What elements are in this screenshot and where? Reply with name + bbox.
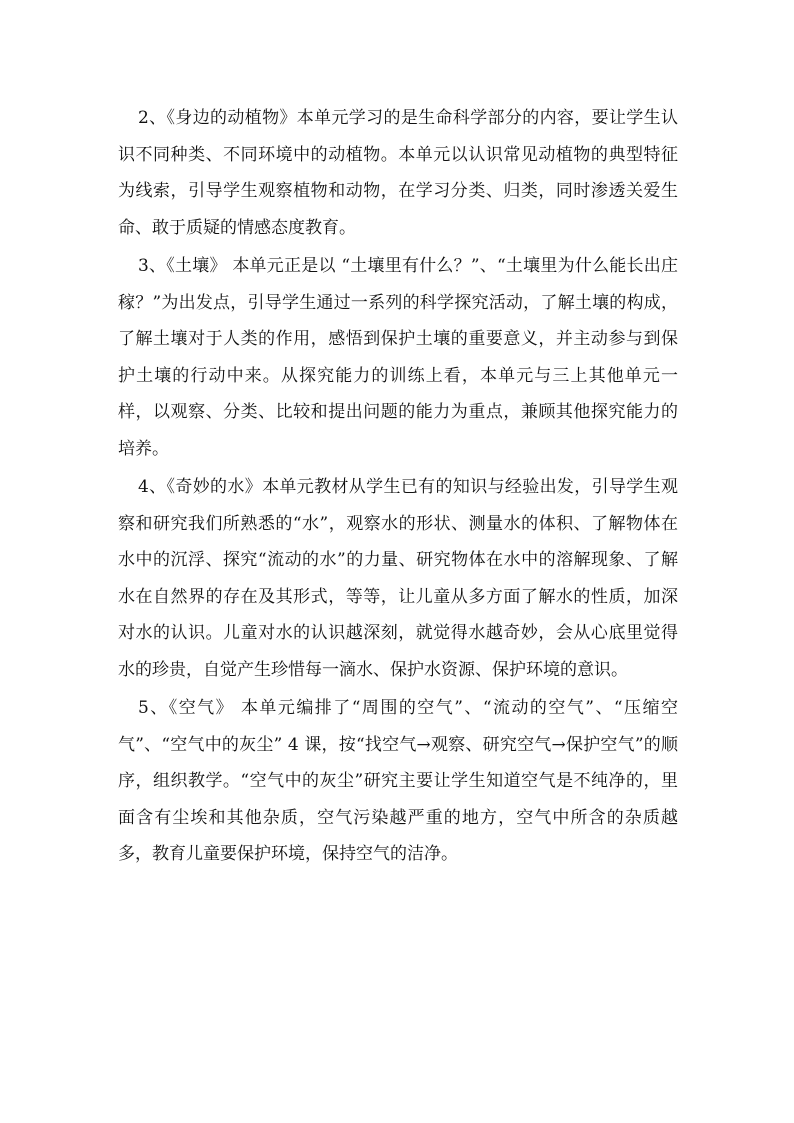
paragraph-water: 4、《奇妙的水》本单元教材从学生已有的知识与经验出发，引导学生观察和研究我们所熟悉的“水”，观察水的形状、测量水的体积、了解物体在水中的沉浮、探究“流动的水”的力量、研究物体在水中的溶解现象、了解水在自然界的存在及其形式，等等，让儿童从多方面了解水的性质，加深对水的认识。儿童对水的认识越深刻，就觉得水越奇妙，会从心底里觉得水的珍贵，自觉产生珍惜每一滴水、保护水资源、保护环境的意识。 (118, 477, 678, 680)
document-body (118, 100, 678, 875)
paragraph-air: 5、《空气》 本单元编排了“周围的空气”、“流动的空气”、“压缩空气”、“空气中的灰尘” 4 课，按“找空气→观察、研究空气→保护空气”的顺序，组织教学。“空气中的灰尘”研究主要让学生知道空气是不纯净的，里面含有尘埃和其他杂质，空气污染越严重的地方，空气中所含的杂质越多，教育儿童要保护环境，保持空气的洁净。 (118, 698, 678, 864)
paragraph-soil: 3、《土壤》 本单元正是以 “土壤里有什么？”、“土壤里为什么能长出庄稼？”为出发点，引导学生通过一系列的科学探究活动，了解土壤的构成，了解土壤对于人类的作用，感悟到保护土壤的重要意义，并主动参与到保护土壤的行动中来。从探究能力的训练上看，本单元与三上其他单元一样，以观察、分类、比较和提出问题的能力为重点，兼顾其他探究能力的培养。 (118, 256, 678, 459)
paragraph-plants-animals: 2、《身边的动植物》本单元学习的是生命科学部分的内容，要让学生认识不同种类、不同环境中的动植物。本单元以认识常见动植物的典型特征为线索，引导学生观察植物和动物，在学习分类、归类，同时渗透关爱生命、敢于质疑的情感态度教育。 (118, 108, 678, 238)
